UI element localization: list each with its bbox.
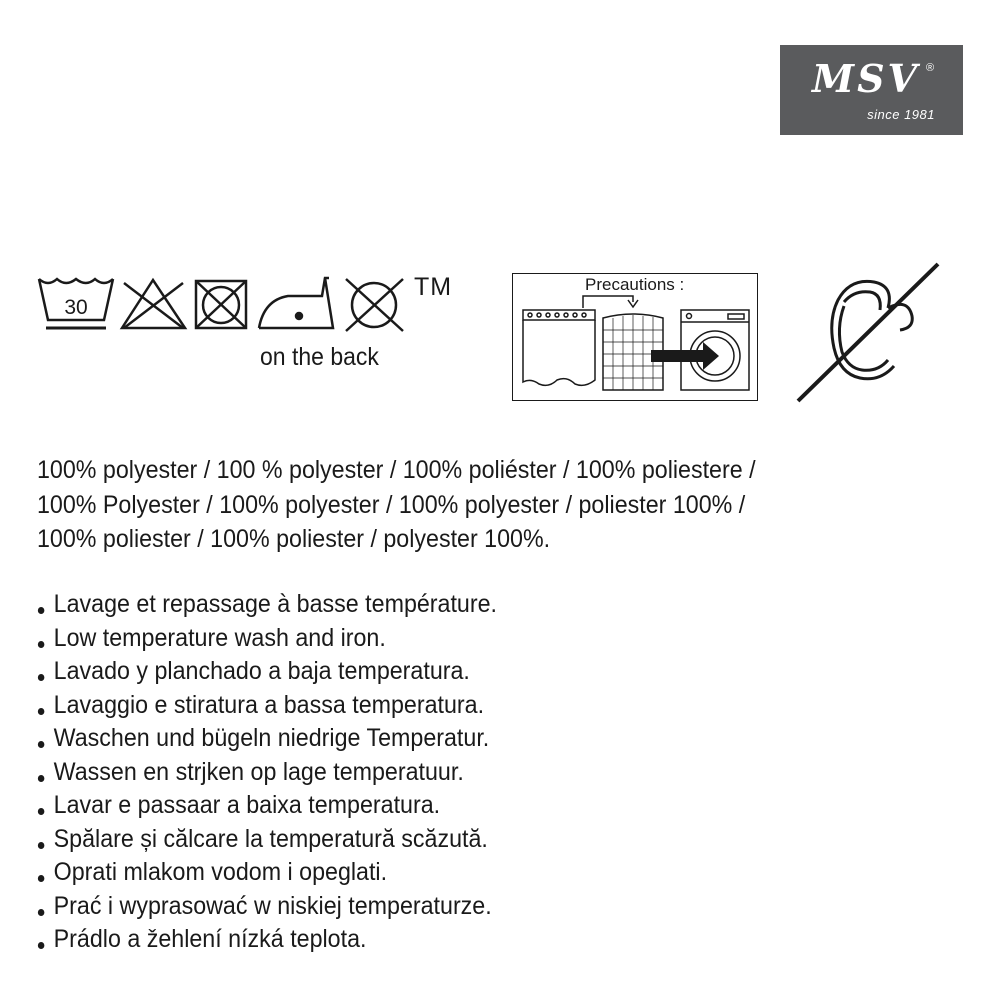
no-curtain-ring-icon (790, 258, 950, 408)
list-item: Low temperature wash and iron. (36, 622, 497, 656)
composition-text (37, 453, 902, 557)
on-the-back-note: on the back (260, 343, 379, 371)
composition-line: 100% poliester / 100% poliester / polyester 100%. (37, 525, 551, 553)
wash-30-icon (39, 279, 113, 328)
list-item: Wassen en strjken op lage temperatuur. (36, 756, 497, 790)
shower-curtain-icon (523, 310, 595, 385)
list-item: Oprati mlakom vodom i opeglati. (36, 856, 497, 890)
iron-low-icon (259, 278, 333, 328)
logo-brand-text: MSV (812, 56, 920, 101)
list-item: Waschen und bügeln niedrige Temperatur. (36, 722, 497, 756)
precautions-panel (512, 273, 758, 401)
brand-logo (780, 45, 963, 135)
composition-line: 100% polyester / 100 % polyester / 100% poliéster / 100% poliestere / (37, 456, 756, 484)
list-item: Lavado y planchado a baja temperatura. (36, 655, 497, 689)
do-not-bleach-icon (122, 280, 185, 328)
logo-registered-mark: ® (926, 62, 935, 74)
list-item: Lavage et repassage à basse température. (36, 588, 497, 622)
logo-since-text: since 1981 (867, 107, 935, 122)
composition-line: 100% Polyester / 100% polyester / 100% polyester / poliester 100% / (37, 490, 746, 519)
precautions-connector (583, 296, 633, 308)
precautions-title: Precautions : (585, 275, 685, 294)
do-not-dry-clean-icon (346, 279, 403, 331)
trademark-mark: TM (414, 273, 453, 301)
list-item: Spălare și călcare la temperatură scăzută. (36, 823, 497, 857)
list-item: Prać i wyprasować w niskiej temperaturze. (36, 890, 497, 924)
list-item: Lavaggio e stiratura a bassa temperatura. (36, 689, 497, 723)
care-symbols-row (36, 270, 416, 342)
do-not-tumble-dry-icon (196, 281, 246, 328)
wash-temperature-label: 30 (64, 296, 88, 319)
list-item: Prádlo a žehlení nízká teplota. (36, 923, 497, 957)
care-instructions-list (36, 588, 497, 957)
list-item: Lavar e passaar a baixa temperatura. (36, 789, 497, 823)
